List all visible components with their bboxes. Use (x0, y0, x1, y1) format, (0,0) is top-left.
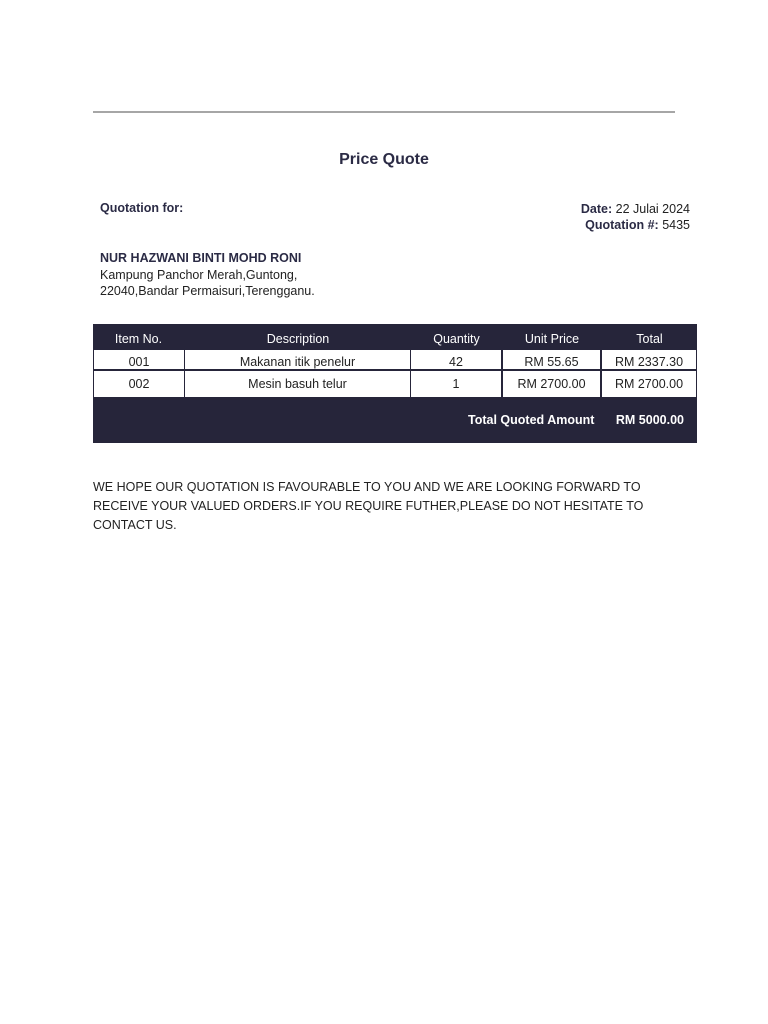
client-name: NUR HAZWANI BINTI MOHD RONI (100, 251, 302, 265)
header-unit-price: Unit Price (524, 332, 580, 346)
row2-description: Mesin basuh telur (185, 371, 410, 397)
quotation-for-label: Quotation for: (100, 201, 184, 215)
client-block (100, 250, 315, 300)
client-address-line1: Kampung Panchor Merah,Guntong, (100, 267, 298, 282)
top-divider (93, 111, 675, 113)
row1-item-no: 001 (94, 350, 184, 369)
row2-unit-price: RM 2700.00 (503, 371, 600, 397)
total-label: Total Quoted Amount (468, 413, 595, 427)
date-value: 22 Julai 2024 (615, 202, 690, 216)
row2-total: RM 2700.00 (602, 371, 696, 397)
row1-quantity: 42 (411, 350, 501, 369)
quote-table (93, 324, 697, 443)
quotation-number-label: Quotation #: (585, 218, 659, 232)
closing-text: WE HOPE OUR QUOTATION IS FAVOURABLE TO YOU AND WE ARE LOOKING FORWARD TO RECEIVE YOUR VALUED ORDERS.IF YOU REQUIRE FUTHER,PLEASE DO NOT HESITATE TO CONTACT US. (93, 480, 644, 532)
header-total: Total (636, 332, 663, 346)
row2-quantity: 1 (411, 371, 501, 397)
row1-description: Makanan itik penelur (185, 350, 410, 369)
quote-meta (581, 201, 690, 233)
row1-unit-price: RM 55.65 (503, 350, 600, 369)
row2-item-no: 002 (94, 371, 184, 397)
header-item-no: Item No. (114, 332, 163, 346)
quotation-number-line (581, 217, 690, 233)
header-quantity: Quantity (433, 332, 480, 346)
page-title: Price Quote (339, 151, 429, 168)
client-address-line2: 22040,Bandar Permaisuri,Terengganu. (100, 284, 315, 298)
quotation-number-value: 5435 (662, 218, 690, 232)
total-value: RM 5000.00 (615, 413, 684, 427)
date-line (581, 201, 690, 217)
total-row (450, 413, 684, 427)
row1-total: RM 2337.30 (602, 350, 696, 369)
header-description: Description (266, 332, 330, 346)
date-label: Date: (580, 202, 613, 216)
